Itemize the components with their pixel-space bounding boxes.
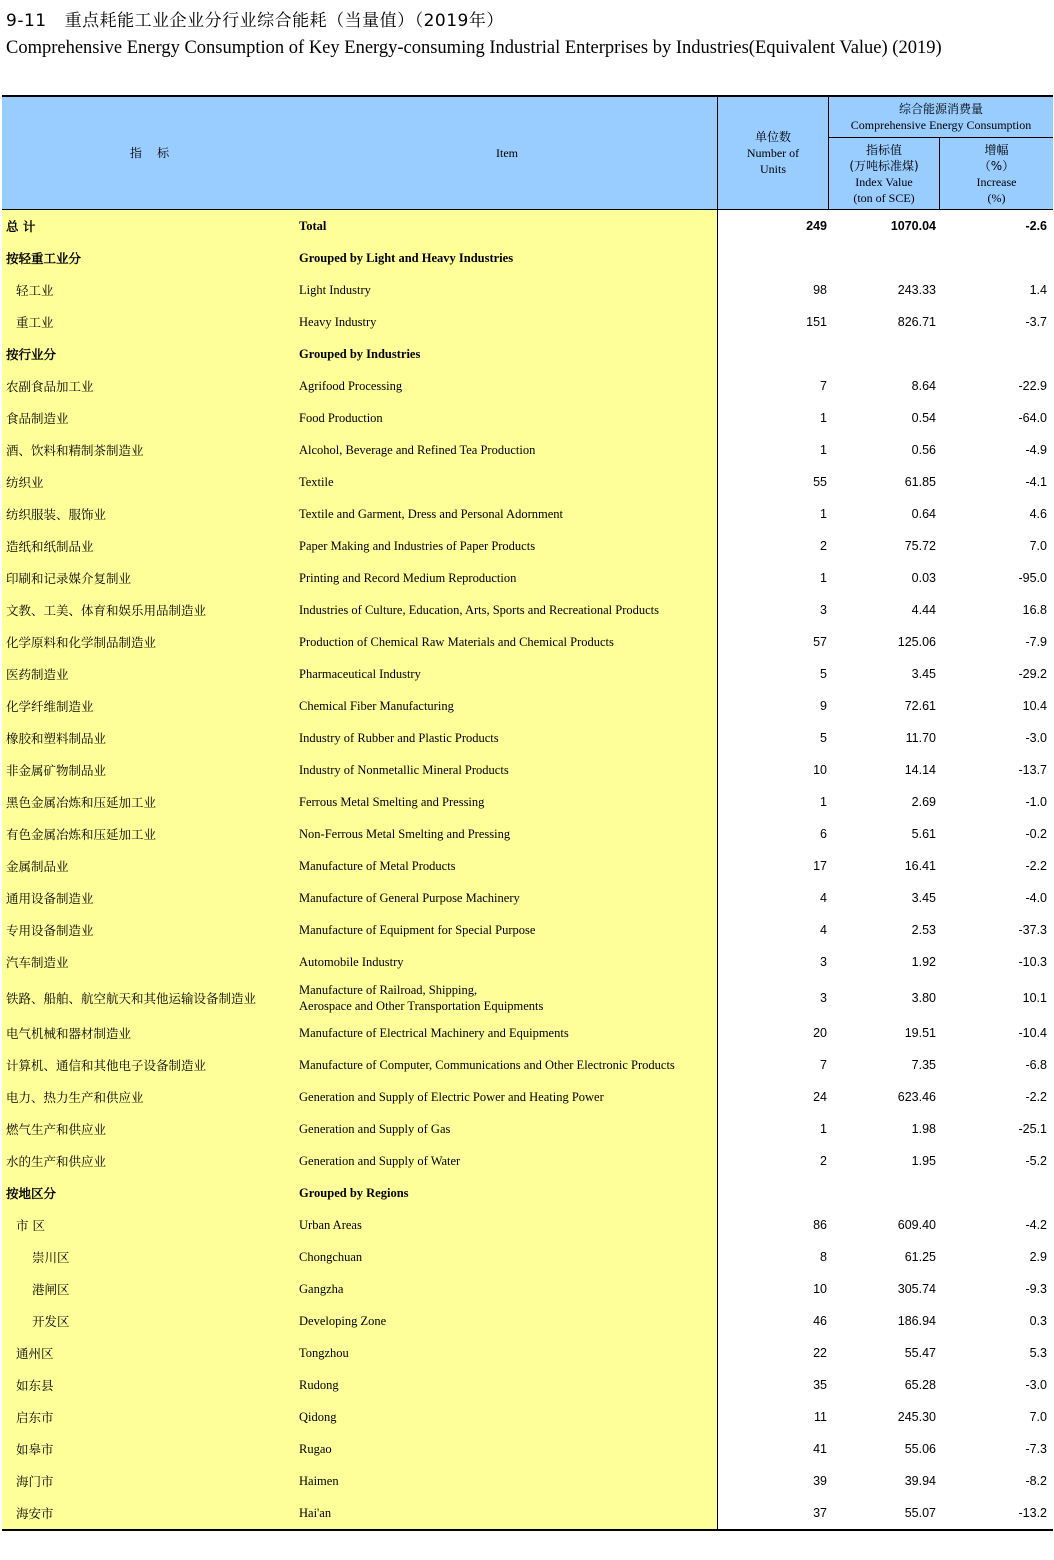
cell-index-value: 55.07 bbox=[904, 1506, 936, 1520]
cell-item-cn: 如皋市 bbox=[16, 1442, 54, 1457]
table-row bbox=[2, 306, 1053, 338]
cell-units: 17 bbox=[813, 859, 827, 873]
cell-item-en: Rugao bbox=[299, 1442, 332, 1456]
cell-units: 10 bbox=[813, 763, 827, 777]
cell-item-cn: 港闸区 bbox=[32, 1282, 70, 1297]
cell-index-value: 3.45 bbox=[911, 891, 936, 905]
cell-increase: -6.8 bbox=[1025, 1058, 1047, 1072]
header-divider bbox=[828, 97, 829, 209]
row-highlight bbox=[2, 1273, 717, 1305]
table-row bbox=[2, 722, 1053, 754]
cell-increase: -0.2 bbox=[1025, 827, 1047, 841]
cell-item-en: Grouped by Light and Heavy Industries bbox=[299, 251, 514, 265]
cell-units: 1 bbox=[820, 571, 827, 585]
header-units bbox=[718, 97, 828, 209]
cell-item-en: Hai'an bbox=[299, 1506, 332, 1520]
cell-item-en: Light Industry bbox=[299, 283, 371, 297]
header-item-en-label: Item bbox=[496, 146, 518, 160]
cell-index-value: 0.54 bbox=[911, 411, 936, 425]
cell-item-cn: 文教、工美、体育和娱乐用品制造业 bbox=[6, 603, 207, 618]
cell-index-value: 2.53 bbox=[911, 923, 936, 937]
cell-increase: -8.2 bbox=[1025, 1474, 1047, 1488]
header-value-en-1: Index Value bbox=[855, 174, 913, 189]
table-row bbox=[2, 850, 1053, 882]
table-row bbox=[2, 1369, 1053, 1401]
table-row bbox=[2, 562, 1053, 594]
header-increase-en-1: Increase bbox=[976, 174, 1017, 189]
cell-item-cn: 黑色金属冶炼和压延加工业 bbox=[6, 795, 157, 810]
cell-increase: -7.3 bbox=[1025, 1442, 1047, 1456]
cell-index-value: 55.06 bbox=[904, 1442, 936, 1456]
cell-index-value: 1070.04 bbox=[890, 219, 936, 233]
cell-units: 1 bbox=[820, 1122, 827, 1136]
cell-increase: -3.7 bbox=[1025, 315, 1047, 329]
cell-item-en: Pharmaceutical Industry bbox=[299, 667, 421, 681]
cell-item-cn: 通用设备制造业 bbox=[6, 891, 94, 906]
cell-item-en: Industry of Rubber and Plastic Products bbox=[299, 731, 499, 745]
cell-increase: 0.3 bbox=[1029, 1314, 1047, 1328]
cell-index-value: 0.64 bbox=[911, 507, 936, 521]
cell-index-value: 39.94 bbox=[904, 1474, 936, 1488]
cell-index-value: 75.72 bbox=[904, 539, 936, 553]
cell-increase: -64.0 bbox=[1018, 411, 1047, 425]
cell-item-cn: 专用设备制造业 bbox=[6, 923, 94, 938]
cell-units: 2 bbox=[820, 539, 827, 553]
cell-item-cn: 食品制造业 bbox=[6, 411, 69, 426]
table-row bbox=[2, 690, 1053, 722]
cell-increase: -13.2 bbox=[1018, 1506, 1047, 1520]
cell-index-value: 243.33 bbox=[897, 283, 936, 297]
cell-units: 1 bbox=[820, 411, 827, 425]
cell-item-en: Textile and Garment, Dress and Personal Adornment bbox=[299, 507, 563, 521]
cell-increase: -29.2 bbox=[1018, 667, 1047, 681]
cell-index-value: 125.06 bbox=[897, 635, 936, 649]
cell-increase bbox=[938, 1177, 1047, 1209]
cell-item-cn: 农副食品加工业 bbox=[6, 379, 94, 394]
cell-units: 1 bbox=[820, 795, 827, 809]
table-row bbox=[2, 786, 1053, 818]
cell-item-en: Paper Making and Industries of Paper Products bbox=[299, 539, 536, 553]
table-row bbox=[2, 498, 1053, 530]
cell-increase: 7.0 bbox=[1029, 539, 1047, 553]
table-row bbox=[2, 1433, 1053, 1465]
table-row bbox=[2, 1241, 1053, 1273]
cell-item-en: Gangzha bbox=[299, 1282, 344, 1296]
cell-item-cn: 有色金属冶炼和压延加工业 bbox=[6, 827, 157, 842]
data-table bbox=[2, 95, 1053, 1531]
table-row bbox=[2, 1401, 1053, 1433]
cell-item-en: Printing and Record Medium Reproduction bbox=[299, 571, 517, 585]
cell-units: 3 bbox=[820, 990, 827, 1005]
cell-item-cn: 燃气生产和供应业 bbox=[6, 1122, 107, 1137]
cell-item-cn: 崇川区 bbox=[32, 1250, 70, 1265]
cell-units: 20 bbox=[813, 1026, 827, 1040]
row-highlight bbox=[2, 1369, 717, 1401]
cell-index-value: 61.25 bbox=[904, 1250, 936, 1264]
cell-units: 9 bbox=[820, 699, 827, 713]
cell-index-value: 0.56 bbox=[911, 443, 936, 457]
cell-index-value: 305.74 bbox=[897, 1282, 936, 1296]
header-increase bbox=[940, 138, 1053, 209]
table-header bbox=[2, 97, 1053, 210]
cell-item-cn: 水的生产和供应业 bbox=[6, 1154, 107, 1169]
table-row bbox=[2, 1465, 1053, 1497]
cell-units: 1 bbox=[820, 507, 827, 521]
cell-item-en: Industry of Nonmetallic Mineral Products bbox=[299, 763, 509, 777]
cell-item-cn: 按行业分 bbox=[6, 347, 57, 362]
table-row bbox=[2, 594, 1053, 626]
cell-item-cn: 汽车制造业 bbox=[6, 955, 69, 970]
cell-increase: 10.4 bbox=[1022, 699, 1047, 713]
table-row bbox=[2, 882, 1053, 914]
table-row bbox=[2, 466, 1053, 498]
table-row bbox=[2, 1049, 1053, 1081]
cell-units: 41 bbox=[813, 1442, 827, 1456]
table-row bbox=[2, 1017, 1053, 1049]
header-group-cn: 综合能源消费量 bbox=[898, 102, 983, 116]
cell-increase: -4.1 bbox=[1025, 475, 1047, 489]
cell-increase: -9.3 bbox=[1025, 1282, 1047, 1296]
cell-item-cn: 金属制品业 bbox=[6, 859, 69, 874]
table-row bbox=[2, 626, 1053, 658]
cell-index-value: 2.69 bbox=[911, 795, 936, 809]
cell-units: 22 bbox=[813, 1346, 827, 1360]
cell-increase: 5.3 bbox=[1029, 1346, 1047, 1360]
table-body bbox=[2, 210, 1053, 1529]
header-value-en-2: (ton of SCE) bbox=[853, 190, 915, 205]
cell-increase bbox=[938, 242, 1047, 274]
cell-increase: 7.0 bbox=[1029, 1410, 1047, 1424]
cell-item-cn: 电力、热力生产和供应业 bbox=[6, 1090, 144, 1105]
cell-item-cn: 通州区 bbox=[16, 1346, 54, 1361]
table-row bbox=[2, 978, 1053, 1017]
row-highlight bbox=[2, 1497, 717, 1529]
cell-item-cn: 轻工业 bbox=[16, 283, 54, 298]
cell-item-cn: 海安市 bbox=[16, 1506, 54, 1521]
cell-index-value: 0.03 bbox=[911, 571, 936, 585]
cell-increase: 4.6 bbox=[1029, 507, 1047, 521]
table-row bbox=[2, 242, 1053, 274]
cell-units: 1 bbox=[820, 443, 827, 457]
table-number: 9-11 bbox=[6, 11, 47, 31]
header-value-cn-2: (万吨标准煤) bbox=[849, 158, 919, 173]
table-row bbox=[2, 434, 1053, 466]
cell-item-en: Haimen bbox=[299, 1474, 339, 1488]
cell-index-value: 3.45 bbox=[911, 667, 936, 681]
cell-item-en: Manufacture of Equipment for Special Purpose bbox=[299, 923, 536, 937]
cell-units: 3 bbox=[820, 955, 827, 969]
cell-index-value: 61.85 bbox=[904, 475, 936, 489]
cell-item-en: Grouped by Industries bbox=[299, 347, 421, 361]
table-title-en: Comprehensive Energy Consumption of Key Energy-consuming Industrial Enterprises by Industries(Equivalent Value) (2019) bbox=[6, 38, 942, 58]
cell-units: 2 bbox=[820, 1154, 827, 1168]
cell-units: 35 bbox=[813, 1378, 827, 1392]
cell-item-en: Generation and Supply of Electric Power and Heating Power bbox=[299, 1090, 604, 1104]
cell-item-en: Generation and Supply of Water bbox=[299, 1154, 461, 1168]
header-item-en bbox=[297, 97, 717, 209]
cell-increase: 1.4 bbox=[1029, 283, 1047, 297]
cell-units: 4 bbox=[820, 923, 827, 937]
cell-units: 7 bbox=[820, 1058, 827, 1072]
cell-units: 39 bbox=[813, 1474, 827, 1488]
cell-item-cn: 纺织服装、服饰业 bbox=[6, 507, 107, 522]
header-divider bbox=[717, 97, 718, 209]
cell-item-cn: 橡胶和塑料制品业 bbox=[6, 731, 107, 746]
table-row bbox=[2, 1081, 1053, 1113]
table-row bbox=[2, 338, 1053, 370]
cell-index-value: 609.40 bbox=[897, 1218, 936, 1232]
cell-item-en: Tongzhou bbox=[299, 1346, 349, 1360]
cell-item-cn: 铁路、船舶、航空航天和其他运输设备制造业 bbox=[6, 990, 257, 1006]
table-row bbox=[2, 1337, 1053, 1369]
cell-units: 7 bbox=[820, 379, 827, 393]
table-row bbox=[2, 1497, 1053, 1529]
table-title-cn bbox=[6, 6, 504, 31]
header-divider bbox=[828, 137, 1053, 138]
row-highlight bbox=[2, 466, 717, 498]
cell-item-en: Generation and Supply of Gas bbox=[299, 1122, 451, 1136]
cell-increase: -10.4 bbox=[1018, 1026, 1047, 1040]
header-item-cn bbox=[2, 97, 297, 209]
cell-item-en: Developing Zone bbox=[299, 1314, 387, 1328]
header-increase-cn-2: （%） bbox=[978, 158, 1015, 173]
cell-index-value: 16.41 bbox=[904, 859, 936, 873]
cell-item-en: Heavy Industry bbox=[299, 315, 377, 329]
cell-index-value: 72.61 bbox=[904, 699, 936, 713]
cell-item-cn: 非金属矿物制品业 bbox=[6, 763, 107, 778]
table-row bbox=[2, 370, 1053, 402]
cell-item-cn: 电气机械和器材制造业 bbox=[6, 1026, 132, 1041]
cell-item-cn: 医药制造业 bbox=[6, 667, 69, 682]
row-highlight bbox=[2, 1401, 717, 1433]
cell-item-en: Non-Ferrous Metal Smelting and Pressing bbox=[299, 827, 511, 841]
table-row bbox=[2, 914, 1053, 946]
cell-units: 57 bbox=[813, 635, 827, 649]
cell-item-cn: 印刷和记录媒介复制业 bbox=[6, 571, 132, 586]
cell-item-cn: 市 区 bbox=[16, 1218, 45, 1233]
header-group-en: Comprehensive Energy Consumption bbox=[850, 118, 1032, 132]
cell-index-value: 55.47 bbox=[904, 1346, 936, 1360]
table-row bbox=[2, 1113, 1053, 1145]
cell-item-en: Chemical Fiber Manufacturing bbox=[299, 699, 454, 713]
table-row bbox=[2, 946, 1053, 978]
cell-increase: -13.7 bbox=[1018, 763, 1047, 777]
cell-units bbox=[718, 242, 827, 274]
cell-index-value: 65.28 bbox=[904, 1378, 936, 1392]
cell-units bbox=[718, 1177, 827, 1209]
cell-index-value bbox=[829, 338, 936, 370]
cell-index-value: 5.61 bbox=[911, 827, 936, 841]
cell-index-value: 3.80 bbox=[911, 990, 936, 1005]
cell-item-cn: 计算机、通信和其他电子设备制造业 bbox=[6, 1058, 207, 1073]
cell-item-cn: 化学纤维制造业 bbox=[6, 699, 94, 714]
cell-index-value: 186.94 bbox=[897, 1314, 936, 1328]
cell-item-cn: 造纸和纸制品业 bbox=[6, 539, 94, 554]
table-row bbox=[2, 402, 1053, 434]
cell-increase bbox=[938, 338, 1047, 370]
cell-item-en: Rudong bbox=[299, 1378, 339, 1392]
row-highlight bbox=[2, 210, 717, 242]
cell-item-en: Agrifood Processing bbox=[299, 379, 403, 393]
cell-increase: -95.0 bbox=[1018, 571, 1047, 585]
cell-units: 151 bbox=[806, 315, 827, 329]
cell-index-value: 7.35 bbox=[911, 1058, 936, 1072]
cell-units: 8 bbox=[820, 1250, 827, 1264]
table-row bbox=[2, 1273, 1053, 1305]
cell-index-value: 19.51 bbox=[904, 1026, 936, 1040]
table-row bbox=[2, 1177, 1053, 1209]
cell-increase: -10.3 bbox=[1018, 955, 1047, 969]
cell-item-en: Alcohol, Beverage and Refined Tea Production bbox=[299, 443, 536, 457]
cell-index-value: 8.64 bbox=[911, 379, 936, 393]
header-item-cn-label: 指 标 bbox=[129, 146, 170, 160]
cell-index-value: 1.95 bbox=[911, 1154, 936, 1168]
header-value-cn-1: 指标值 bbox=[865, 142, 902, 157]
cell-increase: -37.3 bbox=[1018, 923, 1047, 937]
cell-item-cn: 重工业 bbox=[16, 315, 54, 330]
cell-increase: -4.0 bbox=[1025, 891, 1047, 905]
cell-units: 3 bbox=[820, 603, 827, 617]
cell-units bbox=[718, 338, 827, 370]
cell-item-cn: 开发区 bbox=[32, 1314, 70, 1329]
cell-increase: -2.2 bbox=[1025, 1090, 1047, 1104]
cell-item-cn: 纺织业 bbox=[6, 475, 44, 490]
cell-index-value: 245.30 bbox=[897, 1410, 936, 1424]
cell-increase: -3.0 bbox=[1025, 1378, 1047, 1392]
cell-item-en: Manufacture of Electrical Machinery and Equipments bbox=[299, 1026, 569, 1040]
header-units-en-1: Number of bbox=[746, 146, 800, 160]
cell-item-cn: 如东县 bbox=[16, 1378, 54, 1393]
table-row bbox=[2, 274, 1053, 306]
cell-units: 6 bbox=[820, 827, 827, 841]
header-increase-cn-1: 增幅 bbox=[984, 142, 1009, 157]
cell-item-cn: 酒、饮料和精制茶制造业 bbox=[6, 443, 144, 458]
cell-item-en: Automobile Industry bbox=[299, 955, 404, 969]
table-row bbox=[2, 1209, 1053, 1241]
cell-item-en: Manufacture of Metal Products bbox=[299, 859, 456, 873]
cell-increase: -22.9 bbox=[1018, 379, 1047, 393]
row-highlight bbox=[2, 1465, 717, 1497]
cell-item-en: Qidong bbox=[299, 1410, 337, 1424]
cell-increase: -3.0 bbox=[1025, 731, 1047, 745]
cell-index-value bbox=[829, 242, 936, 274]
cell-item-en: Grouped by Regions bbox=[299, 1186, 409, 1200]
cell-index-value: 4.44 bbox=[911, 603, 936, 617]
row-highlight bbox=[2, 1337, 717, 1369]
cell-increase: -4.9 bbox=[1025, 443, 1047, 457]
cell-increase: 16.8 bbox=[1022, 603, 1047, 617]
table-row bbox=[2, 1145, 1053, 1177]
table-row bbox=[2, 530, 1053, 562]
table-row bbox=[2, 754, 1053, 786]
header-units-en-2: Units bbox=[759, 162, 786, 176]
table-title-cn-text: 重点耗能工业企业分行业综合能耗（当量值）（2019年） bbox=[64, 11, 504, 31]
cell-item-cn: 按轻重工业分 bbox=[6, 251, 82, 266]
table-row bbox=[2, 818, 1053, 850]
cell-units: 5 bbox=[820, 731, 827, 745]
cell-index-value: 14.14 bbox=[904, 763, 936, 777]
cell-item-en: Chongchuan bbox=[299, 1250, 363, 1264]
row-highlight bbox=[2, 1433, 717, 1465]
cell-item-cn: 启东市 bbox=[16, 1410, 54, 1425]
header-value bbox=[829, 138, 939, 209]
cell-increase: -1.0 bbox=[1025, 795, 1047, 809]
header-increase-en-2: (%) bbox=[987, 190, 1006, 205]
header-units-cn: 单位数 bbox=[754, 130, 791, 144]
cell-item-en: Manufacture of General Purpose Machinery bbox=[299, 891, 520, 905]
cell-item-en: Manufacture of Railroad, Shipping, Aerospace and Other Transportation Equipments bbox=[299, 982, 544, 1013]
cell-units: 55 bbox=[813, 475, 827, 489]
cell-item-cn: 总 计 bbox=[6, 219, 36, 234]
header-divider bbox=[939, 137, 940, 209]
cell-increase: 2.9 bbox=[1029, 1250, 1047, 1264]
cell-item-en: Food Production bbox=[299, 411, 383, 425]
cell-increase: 10.1 bbox=[1022, 990, 1047, 1005]
cell-units: 86 bbox=[813, 1218, 827, 1232]
cell-index-value: 1.92 bbox=[911, 955, 936, 969]
cell-index-value: 623.46 bbox=[897, 1090, 936, 1104]
cell-index-value: 11.70 bbox=[905, 731, 936, 745]
cell-item-en: Industries of Culture, Education, Arts, Sports and Recreational Products bbox=[299, 603, 660, 617]
cell-index-value: 1.98 bbox=[911, 1122, 936, 1136]
cell-item-en: Manufacture of Computer, Communications and Other Electronic Products bbox=[299, 1058, 675, 1072]
cell-item-en: Total bbox=[299, 219, 327, 233]
cell-increase: -4.2 bbox=[1025, 1218, 1047, 1232]
cell-units: 46 bbox=[813, 1314, 827, 1328]
table-row bbox=[2, 658, 1053, 690]
cell-increase: -2.6 bbox=[1025, 219, 1047, 233]
cell-units: 4 bbox=[820, 891, 827, 905]
cell-increase: -5.2 bbox=[1025, 1154, 1047, 1168]
cell-increase: -7.9 bbox=[1025, 635, 1047, 649]
cell-item-en: Textile bbox=[299, 475, 334, 489]
cell-units: 24 bbox=[813, 1090, 827, 1104]
cell-index-value bbox=[829, 1177, 936, 1209]
cell-item-cn: 海门市 bbox=[16, 1474, 54, 1489]
cell-increase: -25.1 bbox=[1018, 1122, 1047, 1136]
body-divider bbox=[717, 210, 718, 1529]
cell-units: 5 bbox=[820, 667, 827, 681]
cell-units: 98 bbox=[813, 283, 827, 297]
cell-item-cn: 按地区分 bbox=[6, 1186, 57, 1201]
cell-units: 10 bbox=[813, 1282, 827, 1296]
cell-item-en: Production of Chemical Raw Materials and Chemical Products bbox=[299, 635, 614, 649]
cell-index-value: 826.71 bbox=[897, 315, 936, 329]
cell-item-en: Ferrous Metal Smelting and Pressing bbox=[299, 795, 485, 809]
table-row bbox=[2, 210, 1053, 242]
cell-units: 249 bbox=[806, 219, 827, 233]
cell-units: 11 bbox=[814, 1410, 827, 1424]
header-group bbox=[829, 97, 1053, 137]
cell-units: 37 bbox=[813, 1506, 827, 1520]
cell-increase: -2.2 bbox=[1025, 859, 1047, 873]
cell-item-en: Urban Areas bbox=[299, 1218, 362, 1232]
table-row bbox=[2, 1305, 1053, 1337]
cell-item-cn: 化学原料和化学制品制造业 bbox=[6, 635, 157, 650]
